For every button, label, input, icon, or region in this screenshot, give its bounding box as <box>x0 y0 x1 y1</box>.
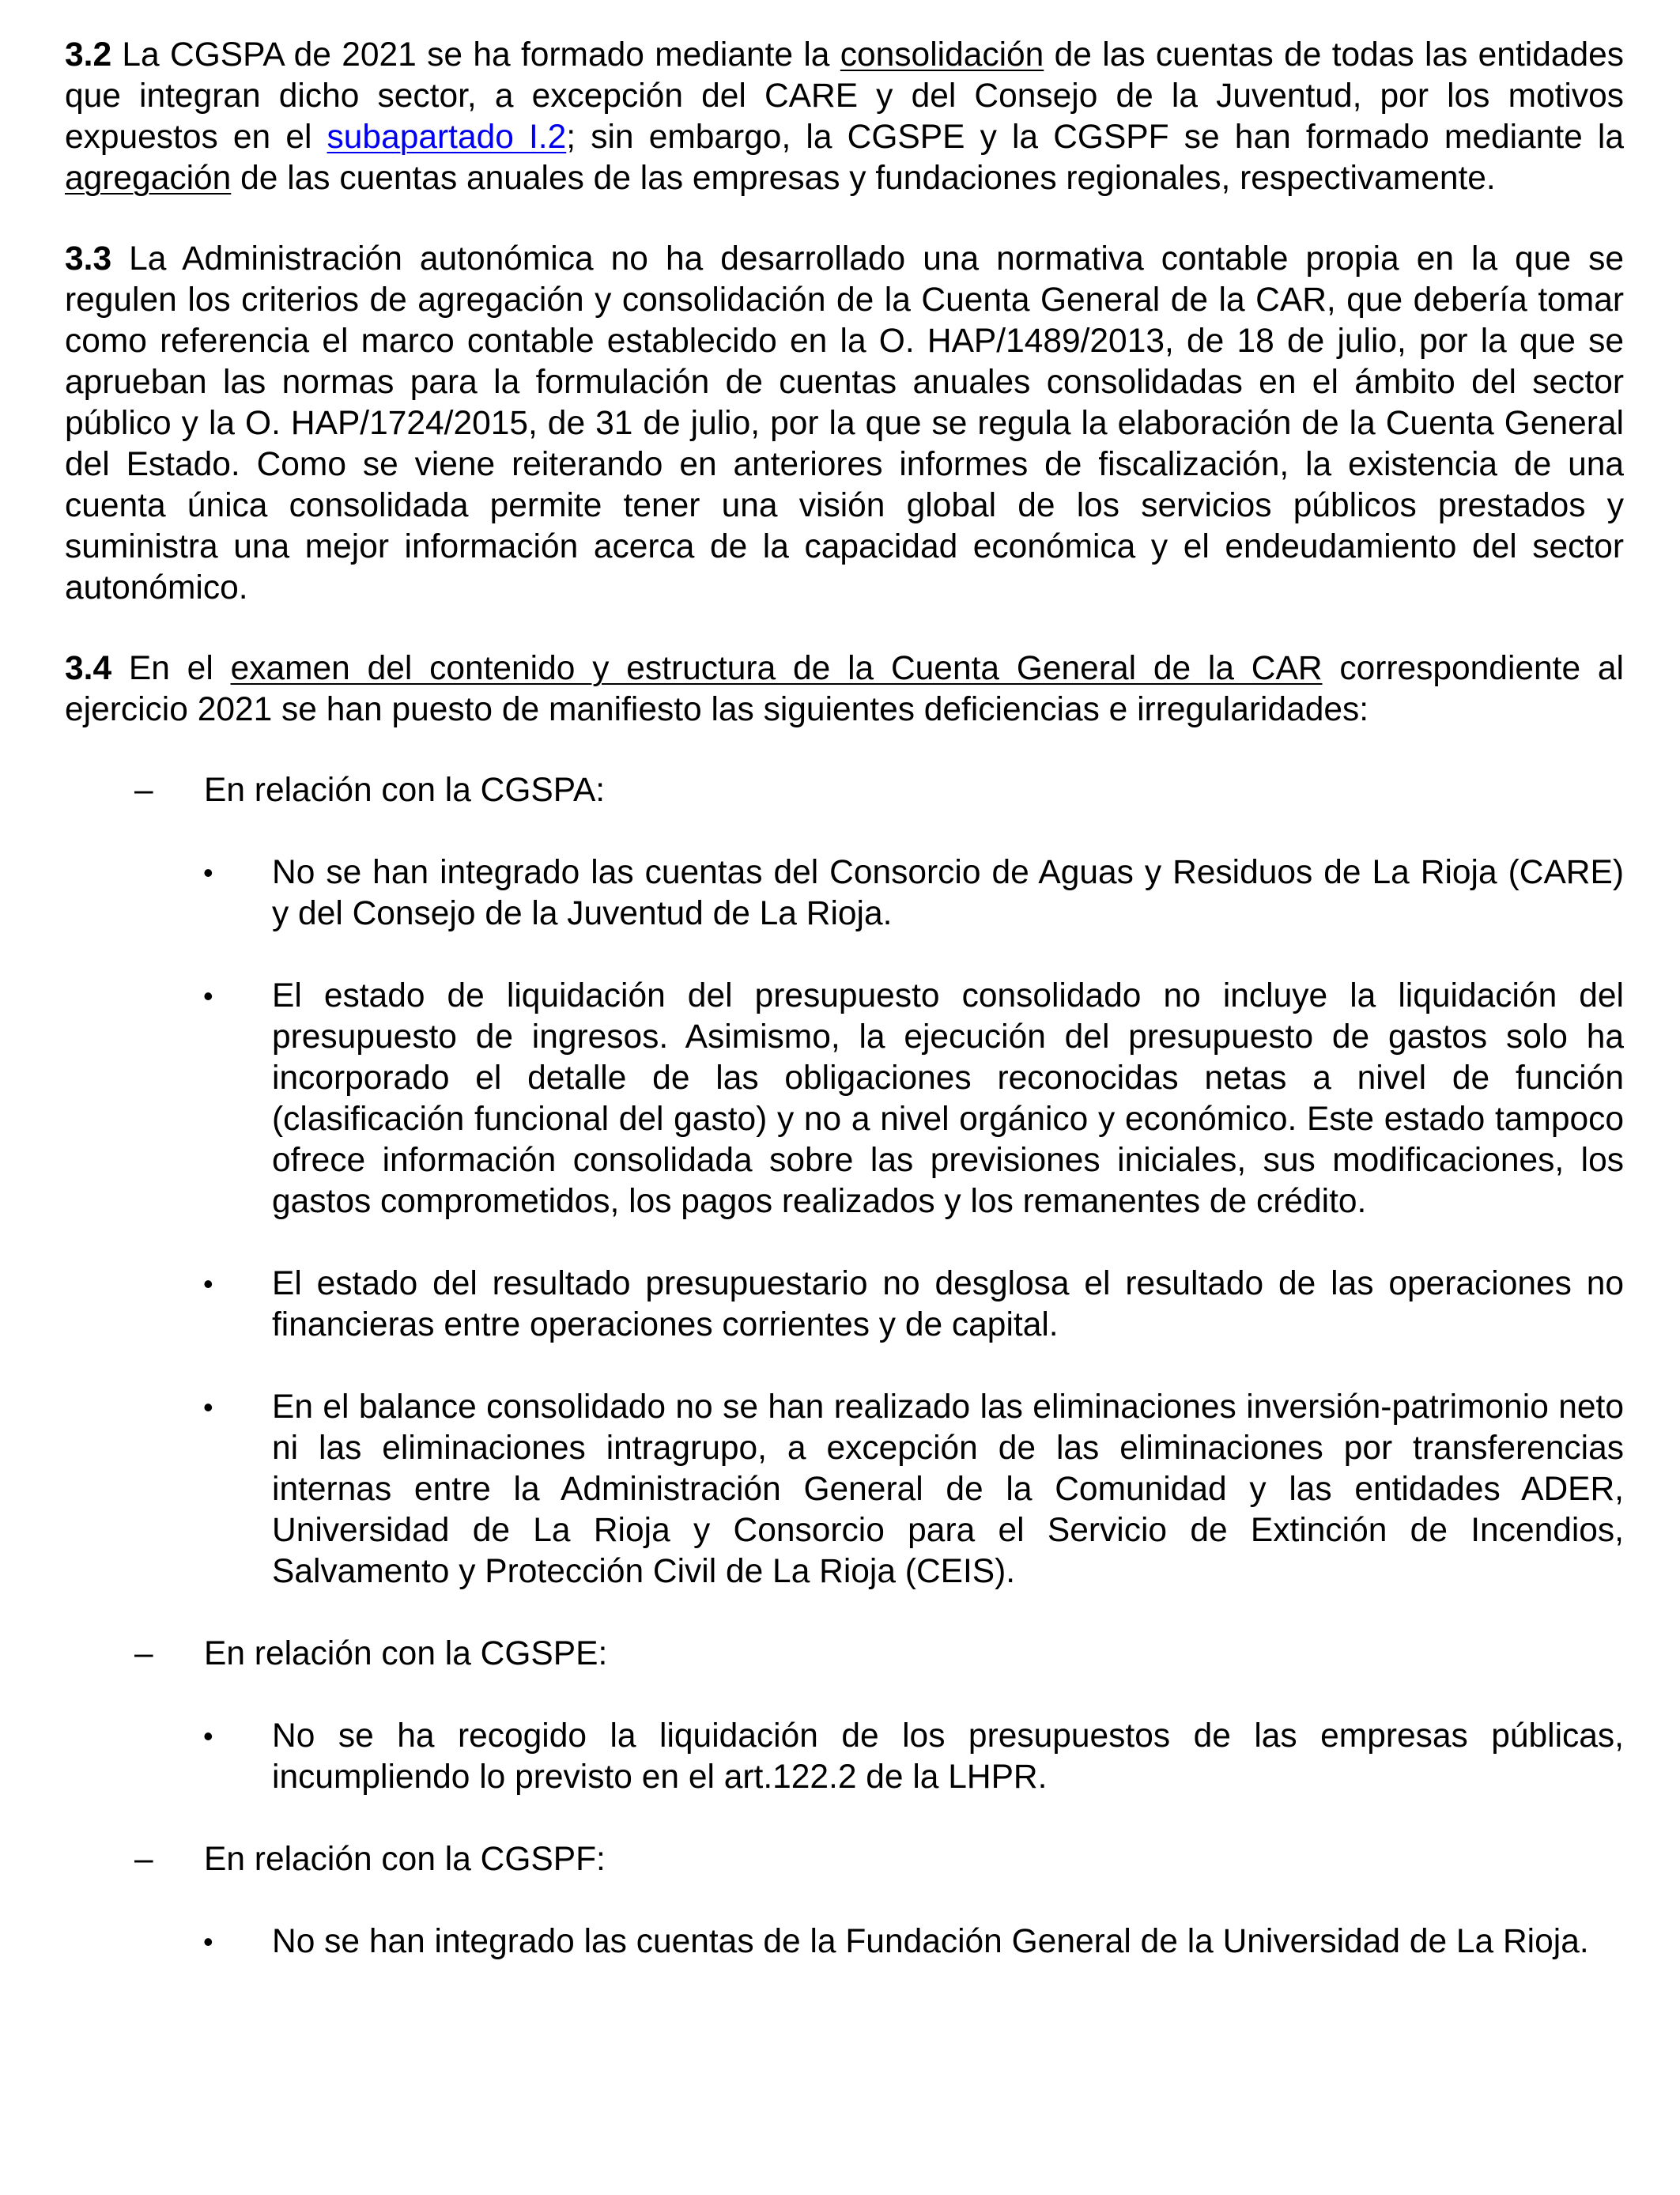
bullet-marker: • <box>203 1925 213 1958</box>
list-item-text: El estado del resultado presupuestario no desglosa el resultado de las operaciones no financieras entre operaciones corrientes y de capital. <box>272 1265 1624 1343</box>
bullet-marker: • <box>203 1720 213 1752</box>
underlined-term: examen del contenido y estructura de la Cuenta General de la CAR <box>230 650 1323 687</box>
text-run: La CGSPA de 2021 se ha formado mediante la <box>111 36 840 74</box>
subapartado-link[interactable]: subapartado I.2 <box>327 119 567 156</box>
group-cgspa-heading <box>65 770 1624 811</box>
dash-marker: – <box>134 772 153 809</box>
list-item <box>65 1387 1624 1592</box>
group-label: En relación con la CGSPA: <box>204 772 606 809</box>
list-item-text: No se han integrado las cuentas del Consorcio de Aguas y Residuos de La Rioja (CARE) y del Consejo de la Juventud de La Rioja. <box>272 854 1624 932</box>
list-item <box>65 1921 1624 1963</box>
bullet-marker: • <box>203 1391 213 1423</box>
paragraph-3-3 <box>65 239 1624 609</box>
dash-marker: – <box>134 1841 153 1878</box>
document-page <box>65 35 1624 2004</box>
paragraph-3-2 <box>65 35 1624 199</box>
bullet-marker: • <box>203 980 213 1012</box>
dash-marker: – <box>134 1635 153 1672</box>
text-run: de las cuentas anuales de las empresas y fundaciones regionales, respectivamente. <box>231 160 1496 197</box>
group-cgspe-heading <box>65 1634 1624 1675</box>
text-run: En el <box>111 650 231 687</box>
text-run: correspondiente al ejercicio 2021 se han puesto de manifiesto las siguientes deficiencias e irregularidades: <box>65 650 1624 728</box>
underlined-term: agregación <box>65 160 232 197</box>
list-item <box>65 1264 1624 1346</box>
group-label: En relación con la CGSPF: <box>204 1841 606 1878</box>
paragraph-number: 3.2 <box>65 36 112 74</box>
text-run: de las cuentas de todas las entidades que integran dicho sector, a excepción del CARE y del Consejo de la Juventud, por los motivos expuestos en el <box>65 36 1624 156</box>
text-run: ; sin embargo, la CGSPE y la CGSPF se han formado mediante la <box>566 119 1624 156</box>
list-item-text: No se han integrado las cuentas de la Fundación General de la Universidad de La Rioja. <box>272 1923 1589 1960</box>
paragraph-3-4 <box>65 648 1624 731</box>
list-item <box>65 976 1624 1222</box>
paragraph-number: 3.3 <box>65 240 112 278</box>
bullet-marker: • <box>203 856 213 889</box>
bullet-marker: • <box>203 1268 213 1300</box>
list-item-text: En el balance consolidado no se han realizado las eliminaciones inversión-patrimonio neto ni las eliminaciones intragrupo, a excepción de las eliminaciones por transferencias internas entre la Administración General de la Comunidad y las entidades ADER, Universidad de La Rioja y Consorcio para el Servicio de Extinción de Incendios, Salvamento y Protección Civil de La Rioja (CEIS). <box>272 1388 1624 1590</box>
list-item-text: No se ha recogido la liquidación de los presupuestos de las empresas públicas, incumpliendo lo previsto en el art.122.2 de la LHPR. <box>272 1717 1624 1796</box>
group-label: En relación con la CGSPE: <box>204 1635 608 1672</box>
list-item <box>65 852 1624 935</box>
list-item-text: El estado de liquidación del presupuesto consolidado no incluye la liquidación del presupuesto de ingresos. Asimismo, la ejecución del presupuesto de gastos solo ha incorporado el detalle de las obligaciones reconocidas netas a nivel de función (clasificación funcional del gasto) y no a nivel orgánico y económico. Este estado tampoco ofrece información consolidada sobre las previsiones iniciales, sus modificaciones, los gastos comprometidos, los pagos realizados y los remanentes de crédito. <box>272 977 1624 1220</box>
list-item <box>65 1716 1624 1798</box>
group-cgspf-heading <box>65 1839 1624 1880</box>
text-run: La Administración autonómica no ha desarrollado una normativa contable propia en la que se regulen los criterios de agregación y consolidación de la Cuenta General de la CAR, que debería tomar como referencia el marco contable establecido en la O. HAP/1489/2013, de 18 de julio, por la que se aprueban las normas para la formulación de cuentas anuales consolidadas en el ámbito del sector público y la O. HAP/1724/2015, de 31 de julio, por la que se regula la elaboración de la Cuenta General del Estado. Como se viene reiterando en anteriores informes de fiscalización, la existencia de una cuenta única consolidada permite tener una visión global de los servicios públicos prestados y suministra una mejor información acerca de la capacidad económica y el endeudamiento del sector autonómico. <box>65 240 1624 606</box>
underlined-term: consolidación <box>840 36 1044 74</box>
paragraph-number: 3.4 <box>65 650 112 687</box>
